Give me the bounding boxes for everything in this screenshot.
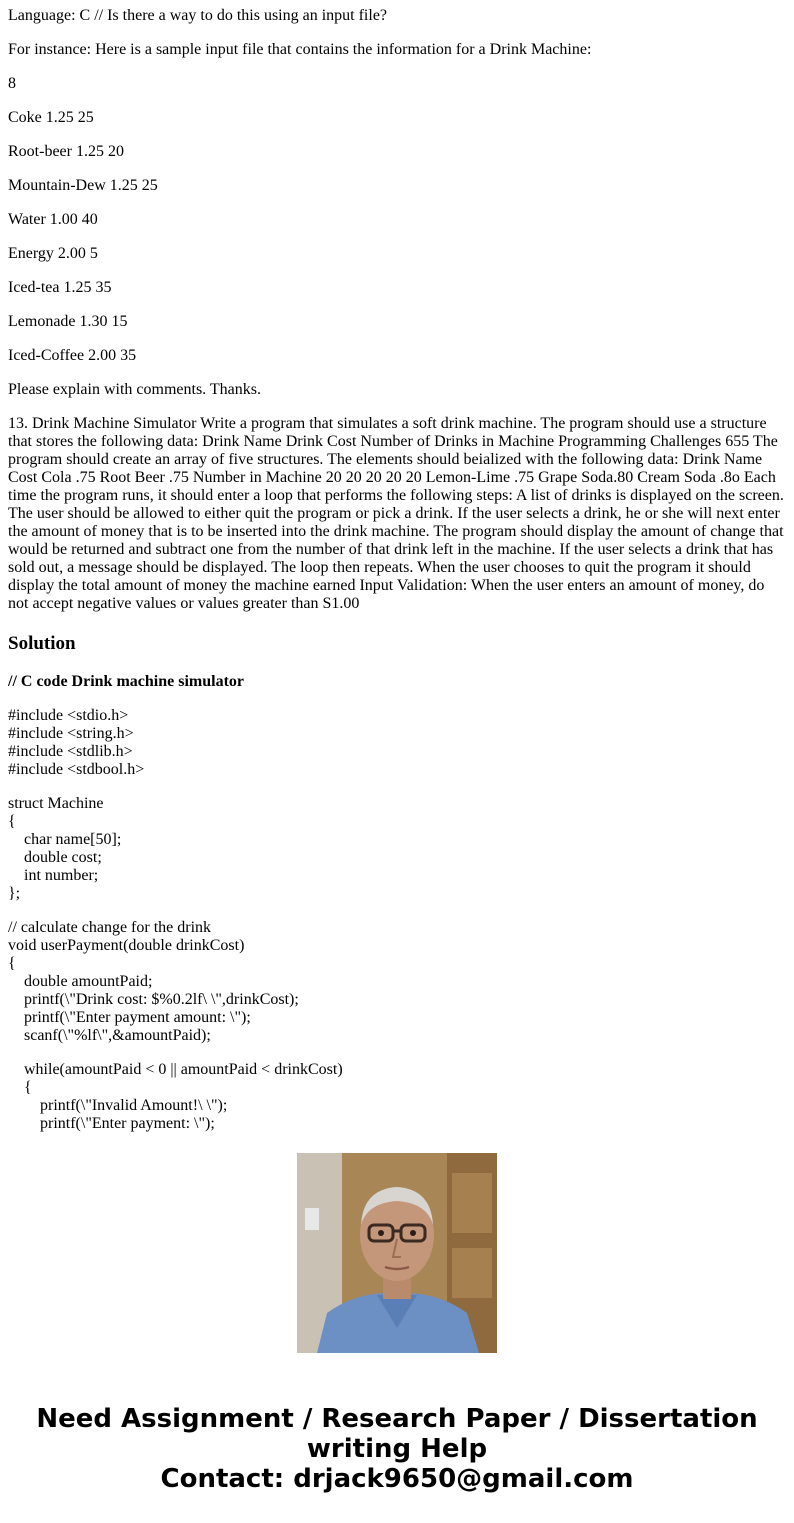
drink-entry: Iced-tea 1.25 35 <box>8 279 112 296</box>
problem-statement: 13. Drink Machine Simulator Write a program that simulates a soft drink machine. The program should use a structure that stores the following data: Drink Name Drink Cost Number of Drinks in Machine Programming Challenges 655 The program should create an array of five structures. The elements should beialized with the following data: Drink Name Cost Cola .75 Root Beer .75 Number in Machine 20 20 20 20 20 Lemon-Lime .75 Grape Soda.80 Cream Soda .8o Each time the program runs, it should enter a loop that performs the following steps: A list of drinks is displayed on the screen. The user should be allowed to either quit the program or pick a drink. If the user selects a drink, he or she will next enter the amount of money that is to be inserted into the drink machine. The program should display the amount of change that would be returned and subtract one from the number of that drink left in the machine. If the user selects a drink that has sold out, a message should be displayed. The loop then repeats. When the user chooses to quit the program it should display the total amount of money the machine earned Input Validation: When the user enters an amount of money, do not accept negative values or values greater than S1.00 <box>8 415 784 612</box>
code-line: #include <stdio.h> <box>8 707 129 724</box>
promo-footer <box>0 1404 794 1494</box>
solution-subheading: // C code Drink machine simulator <box>8 673 244 690</box>
code-line: { <box>8 955 16 972</box>
code-line: { <box>8 813 16 830</box>
footer-line: Need Assignment / Research Paper / Dissertation <box>36 1404 758 1434</box>
code-line: #include <string.h> <box>8 725 134 742</box>
code-block-validation <box>8 1061 786 1133</box>
code-line: double cost; <box>8 849 102 866</box>
code-block-payment <box>8 919 786 1045</box>
code-line: double amountPaid; <box>8 973 153 990</box>
footer-line: writing Help <box>306 1434 488 1464</box>
code-block-includes <box>8 707 786 779</box>
question-intro: Language: C // Is there a way to do this using an input file? <box>8 7 388 24</box>
solution-heading: Solution <box>8 633 76 654</box>
code-line: // calculate change for the drink <box>8 919 212 936</box>
code-block-struct <box>8 795 786 903</box>
drink-entry: Energy 2.00 5 <box>8 245 98 262</box>
sample-intro: For instance: Here is a sample input file that contains the information for a Drink Machine: <box>8 41 592 58</box>
tutor-avatar <box>297 1153 497 1353</box>
code-line: int number; <box>8 867 99 884</box>
code-line: #include <stdbool.h> <box>8 761 145 778</box>
code-line: #include <stdlib.h> <box>8 743 133 760</box>
drink-entry: Coke 1.25 25 <box>8 109 94 126</box>
drink-entry: Iced-Coffee 2.00 35 <box>8 347 137 364</box>
code-line: scanf(\"%lf\",&amountPaid); <box>8 1027 211 1044</box>
drink-count: 8 <box>8 75 16 92</box>
code-line: void userPayment(double drinkCost) <box>8 937 245 954</box>
code-line: { <box>8 1079 32 1096</box>
code-line: printf(\"Drink cost: $%0.2lf\ \",drinkCost); <box>8 991 299 1008</box>
document-content <box>8 0 786 1132</box>
tutor-photo-icon <box>297 1153 497 1353</box>
code-line: printf(\"Enter payment amount: \"); <box>8 1009 251 1026</box>
code-line: printf(\"Invalid Amount!\ \"); <box>8 1097 228 1114</box>
code-line: while(amountPaid < 0 || amountPaid < drinkCost) <box>8 1061 343 1078</box>
drink-entry: Root-beer 1.25 20 <box>8 143 124 160</box>
code-line: }; <box>8 885 21 902</box>
drink-entry: Mountain-Dew 1.25 25 <box>8 177 158 194</box>
footer-contact: Contact: drjack9650@gmail.com <box>160 1464 634 1494</box>
drink-entry: Water 1.00 40 <box>8 211 98 228</box>
question-request: Please explain with comments. Thanks. <box>8 381 261 398</box>
code-line: printf(\"Enter payment: \"); <box>8 1115 215 1132</box>
code-line: struct Machine <box>8 795 104 812</box>
code-line: char name[50]; <box>8 831 122 848</box>
drink-entry: Lemonade 1.30 15 <box>8 313 128 330</box>
